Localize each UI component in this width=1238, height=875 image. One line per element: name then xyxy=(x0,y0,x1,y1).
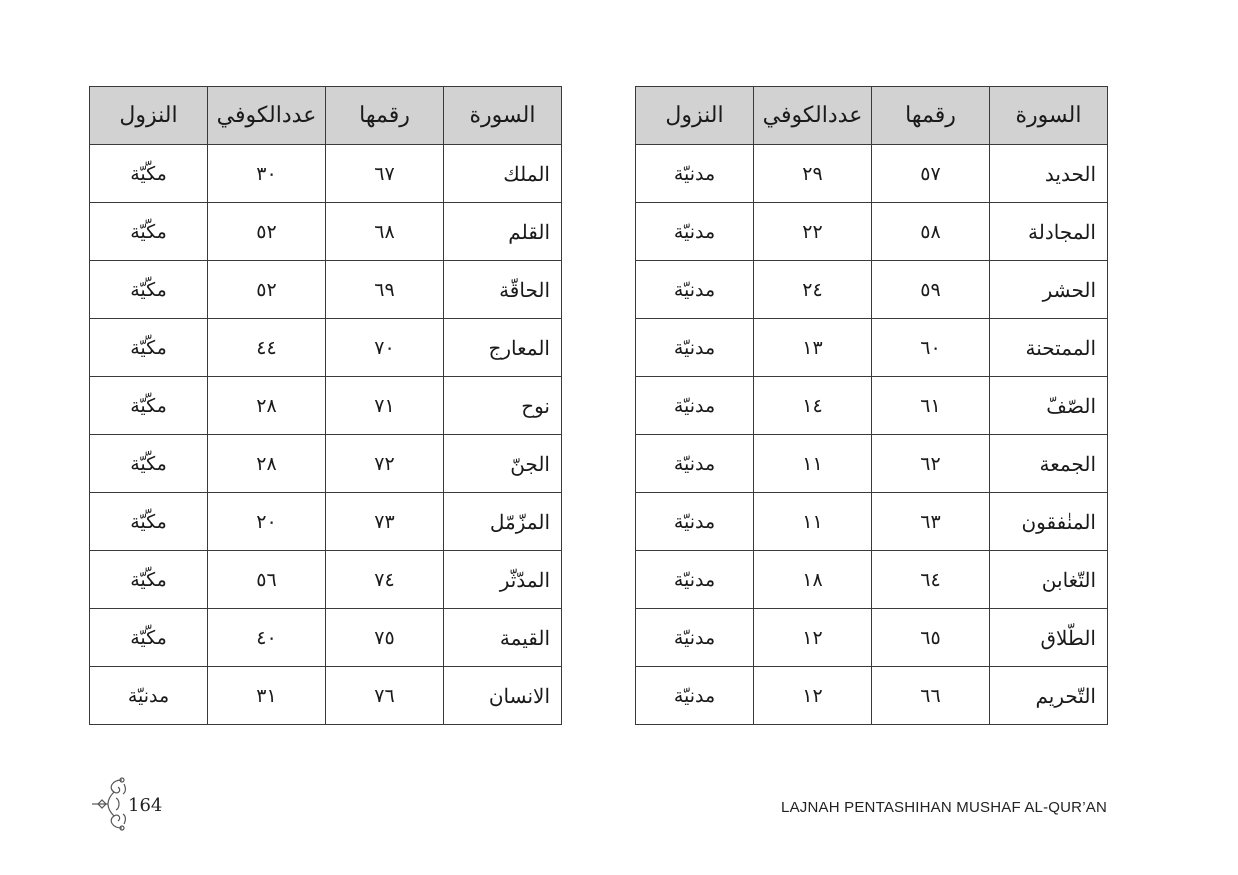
kufi-count-cell: ١٢ xyxy=(754,667,872,725)
surah-number-cell: ٦٤ xyxy=(872,551,990,609)
table-body xyxy=(636,145,1108,725)
revelation-type-cell: مكّيّة xyxy=(90,145,208,203)
surah-name-cell: الجمعة xyxy=(990,435,1108,493)
surah-name-cell: الحديد xyxy=(990,145,1108,203)
header-number: رقمها xyxy=(872,87,990,145)
kufi-count-cell: ٢٨ xyxy=(208,377,326,435)
surah-number-cell: ٦٠ xyxy=(872,319,990,377)
revelation-type-cell: مدنيّة xyxy=(636,551,754,609)
table-row xyxy=(636,493,1108,551)
kufi-count-cell: ٥٢ xyxy=(208,203,326,261)
surah-number-cell: ٦١ xyxy=(872,377,990,435)
kufi-count-cell: ٥٦ xyxy=(208,551,326,609)
surah-number-cell: ٧٥ xyxy=(326,609,444,667)
kufi-count-cell: ١٢ xyxy=(754,609,872,667)
table-row xyxy=(90,261,562,319)
table-row xyxy=(636,667,1108,725)
surah-name-cell: القلم xyxy=(444,203,562,261)
table-row xyxy=(90,667,562,725)
surah-number-cell: ٧١ xyxy=(326,377,444,435)
kufi-count-cell: ٣١ xyxy=(208,667,326,725)
kufi-count-cell: ٣٠ xyxy=(208,145,326,203)
surah-name-cell: المنٰفقون xyxy=(990,493,1108,551)
surah-name-cell: الحاقّة xyxy=(444,261,562,319)
surah-name-cell: الممتحنة xyxy=(990,319,1108,377)
table-row xyxy=(90,203,562,261)
page-footer-left xyxy=(88,774,168,834)
header-kufi-count: عددالكوفي xyxy=(208,87,326,145)
kufi-count-cell: ١١ xyxy=(754,435,872,493)
surah-number-cell: ٧٦ xyxy=(326,667,444,725)
table-row xyxy=(636,551,1108,609)
table-row xyxy=(636,203,1108,261)
revelation-type-cell: مكّيّة xyxy=(90,609,208,667)
revelation-type-cell: مدنيّة xyxy=(636,319,754,377)
surah-table-right xyxy=(635,86,1108,725)
kufi-count-cell: ١١ xyxy=(754,493,872,551)
kufi-count-cell: ٢٠ xyxy=(208,493,326,551)
floral-ornament-icon xyxy=(88,774,130,834)
table-row xyxy=(636,261,1108,319)
surah-number-cell: ٦٨ xyxy=(326,203,444,261)
surah-number-cell: ٦٢ xyxy=(872,435,990,493)
surah-name-cell: القيمة xyxy=(444,609,562,667)
header-number: رقمها xyxy=(326,87,444,145)
kufi-count-cell: ٢٢ xyxy=(754,203,872,261)
revelation-type-cell: مكّيّة xyxy=(90,435,208,493)
surah-name-cell: نوح xyxy=(444,377,562,435)
table-row xyxy=(90,551,562,609)
surah-number-cell: ٦٦ xyxy=(872,667,990,725)
revelation-type-cell: مكّيّة xyxy=(90,551,208,609)
surah-number-cell: ٥٧ xyxy=(872,145,990,203)
header-surah: السورة xyxy=(990,87,1108,145)
surah-number-cell: ٧٣ xyxy=(326,493,444,551)
revelation-type-cell: مدنيّة xyxy=(636,203,754,261)
surah-name-cell: المدّثّر xyxy=(444,551,562,609)
surah-name-cell: الصّفّ xyxy=(990,377,1108,435)
surah-name-cell: الجنّ xyxy=(444,435,562,493)
kufi-count-cell: ١٣ xyxy=(754,319,872,377)
surah-number-cell: ٥٨ xyxy=(872,203,990,261)
revelation-type-cell: مكّيّة xyxy=(90,319,208,377)
revelation-type-cell: مدنيّة xyxy=(636,667,754,725)
table-row xyxy=(90,319,562,377)
surah-number-cell: ٧٤ xyxy=(326,551,444,609)
revelation-type-cell: مكّيّة xyxy=(90,493,208,551)
revelation-type-cell: مدنيّة xyxy=(636,435,754,493)
surah-number-cell: ٦٥ xyxy=(872,609,990,667)
surah-number-cell: ٦٧ xyxy=(326,145,444,203)
table-header-row xyxy=(90,87,562,145)
surah-name-cell: الحشر xyxy=(990,261,1108,319)
surah-number-cell: ٦٣ xyxy=(872,493,990,551)
header-revelation: النزول xyxy=(90,87,208,145)
table-row xyxy=(636,145,1108,203)
surah-name-cell: المعارج xyxy=(444,319,562,377)
surah-number-cell: ٧٠ xyxy=(326,319,444,377)
revelation-type-cell: مدنيّة xyxy=(636,145,754,203)
table-row xyxy=(90,609,562,667)
table-row xyxy=(636,319,1108,377)
kufi-count-cell: ٥٢ xyxy=(208,261,326,319)
kufi-count-cell: ١٤ xyxy=(754,377,872,435)
kufi-count-cell: ١٨ xyxy=(754,551,872,609)
surah-number-cell: ٦٩ xyxy=(326,261,444,319)
kufi-count-cell: ٤٤ xyxy=(208,319,326,377)
surah-name-cell: الملك xyxy=(444,145,562,203)
revelation-type-cell: مدنيّة xyxy=(636,609,754,667)
kufi-count-cell: ٢٤ xyxy=(754,261,872,319)
table-header-row xyxy=(636,87,1108,145)
table-row xyxy=(636,609,1108,667)
revelation-type-cell: مكّيّة xyxy=(90,203,208,261)
table-row xyxy=(636,377,1108,435)
table-row xyxy=(90,493,562,551)
header-surah: السورة xyxy=(444,87,562,145)
table-row xyxy=(90,435,562,493)
surah-number-cell: ٥٩ xyxy=(872,261,990,319)
surah-name-cell: التّغابن xyxy=(990,551,1108,609)
surah-name-cell: المزّمّل xyxy=(444,493,562,551)
revelation-type-cell: مدنيّة xyxy=(636,261,754,319)
revelation-type-cell: مدنيّة xyxy=(636,493,754,551)
table-row xyxy=(90,377,562,435)
revelation-type-cell: مكّيّة xyxy=(90,377,208,435)
kufi-count-cell: ٢٨ xyxy=(208,435,326,493)
table-row xyxy=(90,145,562,203)
revelation-type-cell: مكّيّة xyxy=(90,261,208,319)
surah-name-cell: الانسان xyxy=(444,667,562,725)
kufi-count-cell: ٤٠ xyxy=(208,609,326,667)
revelation-type-cell: مدنيّة xyxy=(636,377,754,435)
revelation-type-cell: مدنيّة xyxy=(90,667,208,725)
surah-number-cell: ٧٢ xyxy=(326,435,444,493)
header-kufi-count: عددالكوفي xyxy=(754,87,872,145)
header-revelation: النزول xyxy=(636,87,754,145)
surah-name-cell: المجادلة xyxy=(990,203,1108,261)
table-row xyxy=(636,435,1108,493)
running-title: LAJNAH PENTASHIHAN MUSHAF AL-QUR’AN xyxy=(781,799,1107,816)
surah-name-cell: التّحريم xyxy=(990,667,1108,725)
surah-name-cell: الطّلاق xyxy=(990,609,1108,667)
kufi-count-cell: ٢٩ xyxy=(754,145,872,203)
table-body xyxy=(90,145,562,725)
page-number: 164 xyxy=(128,795,163,816)
surah-table-left xyxy=(89,86,562,725)
